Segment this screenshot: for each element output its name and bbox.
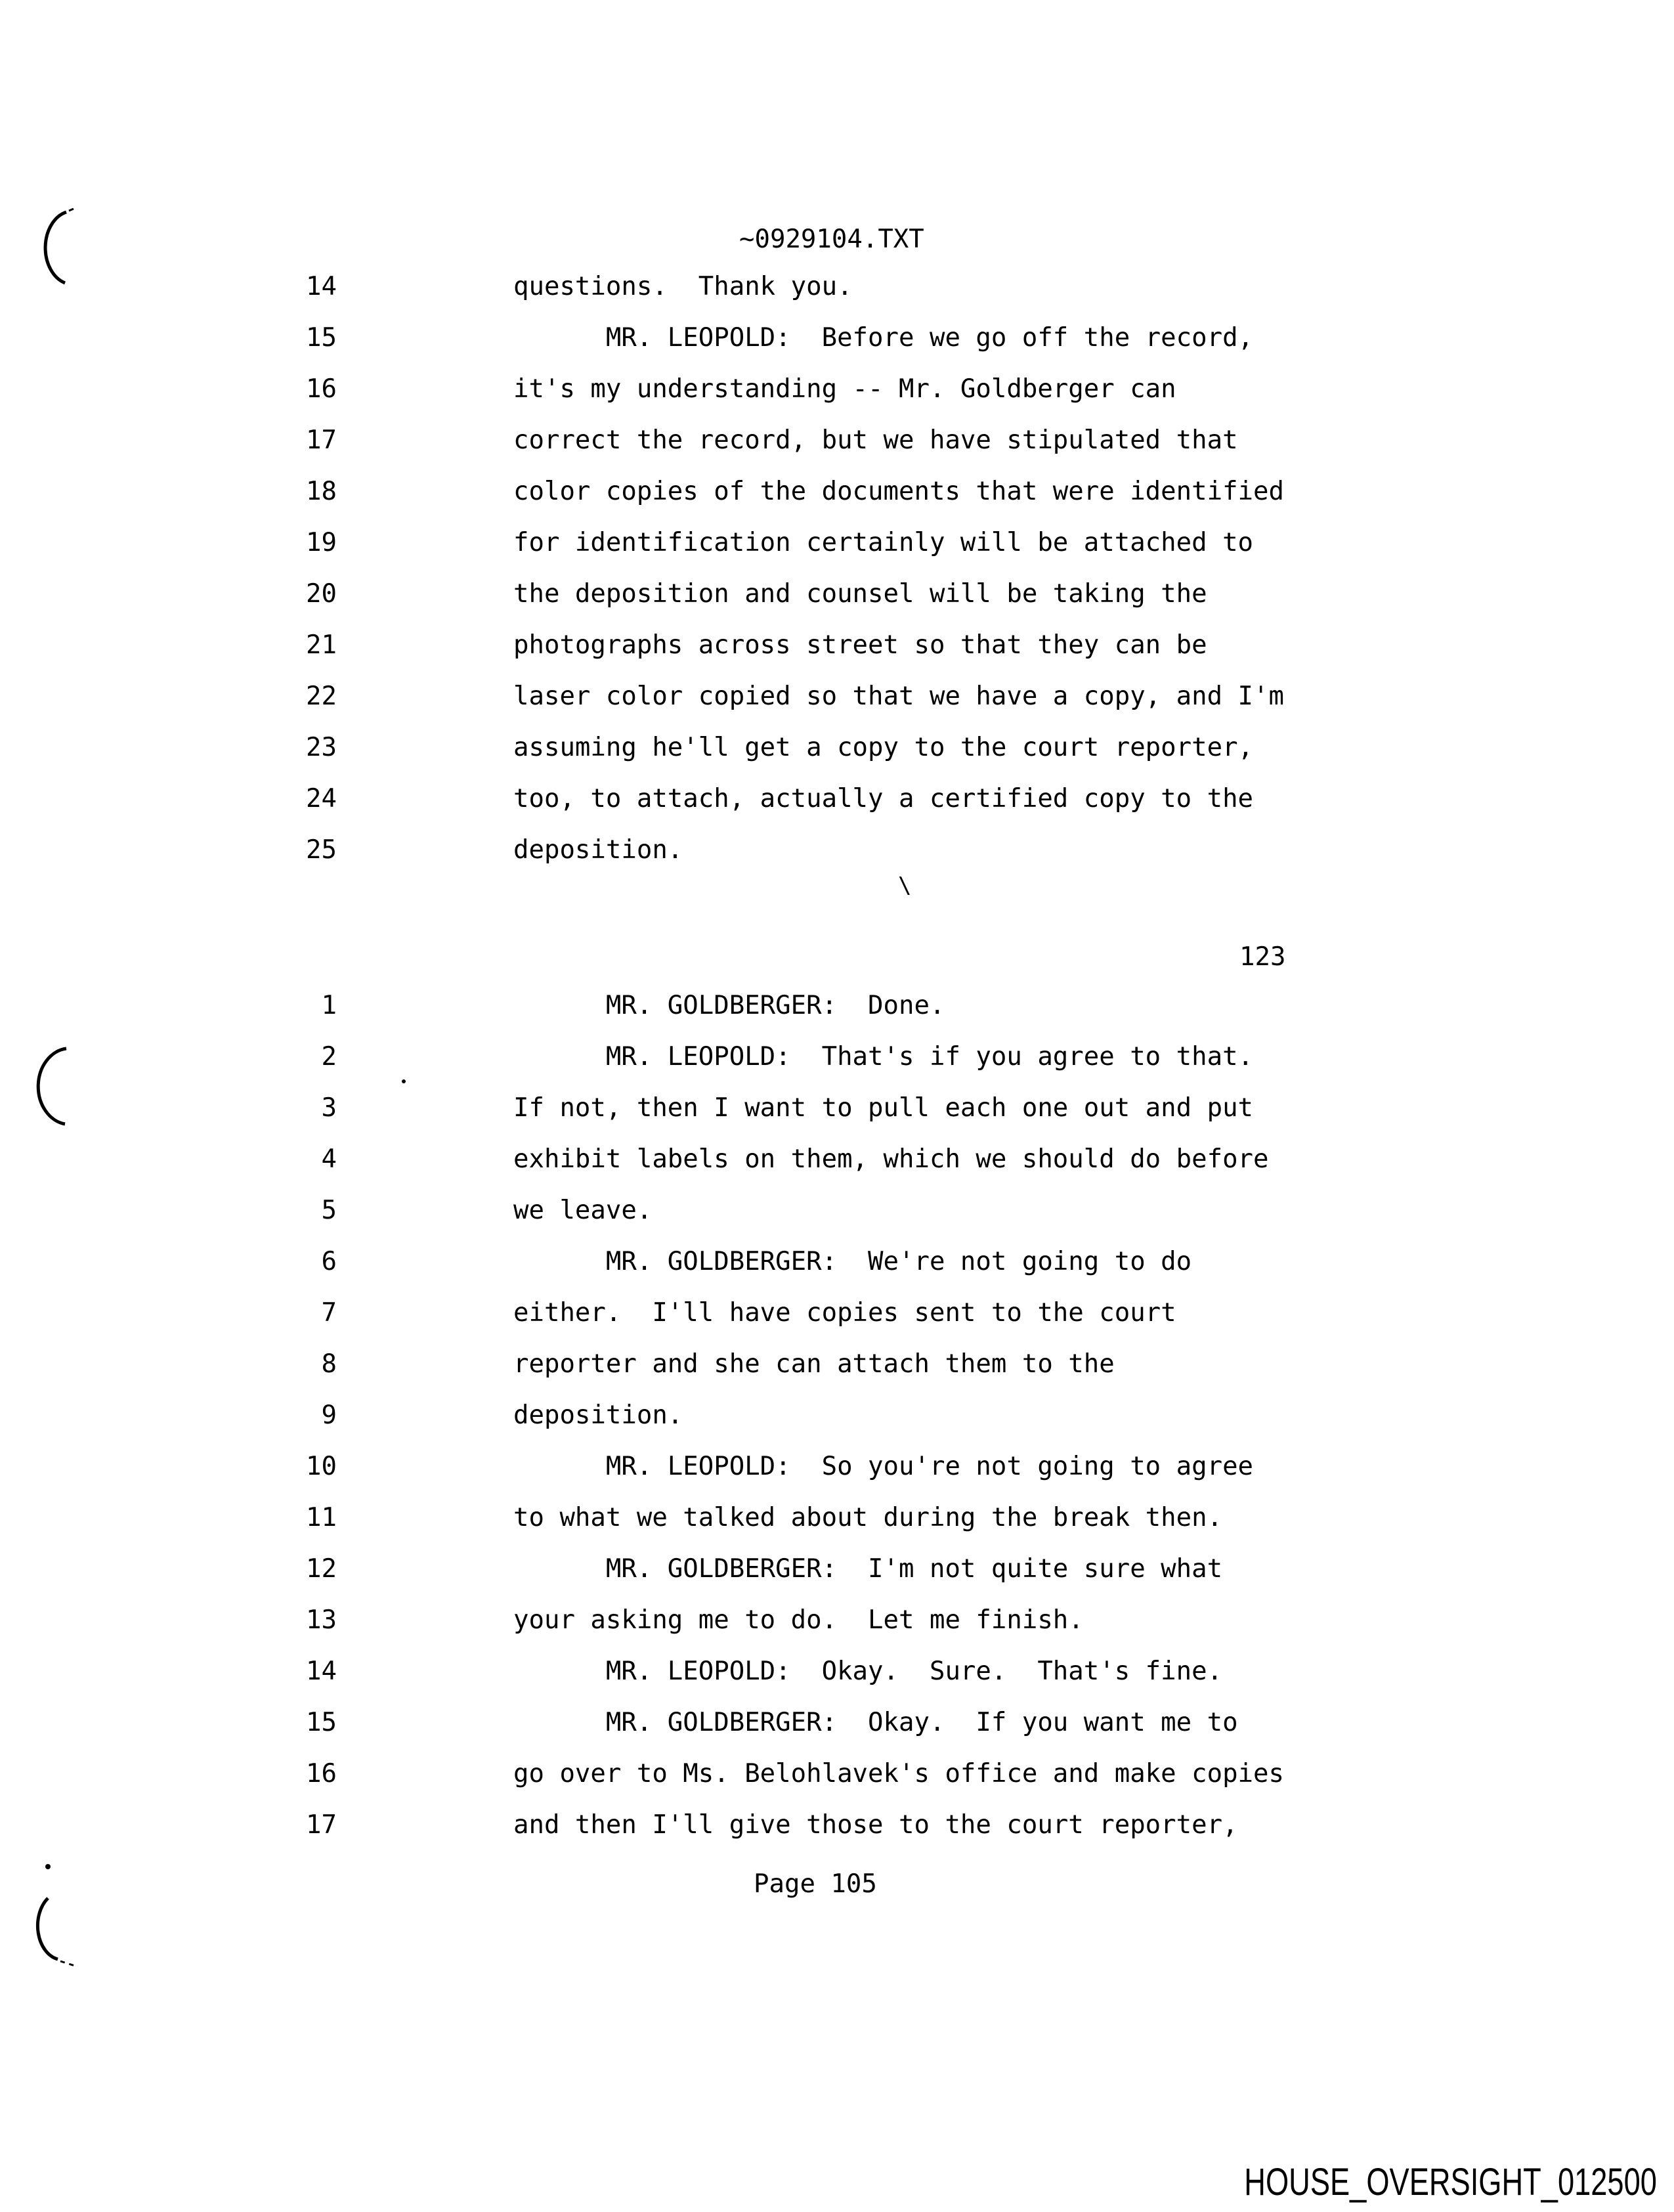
line-text: MR. LEOPOLD: So you're not going to agree <box>513 1452 1254 1481</box>
transcript-line <box>249 1441 1284 1492</box>
line-number: 16 <box>306 374 337 404</box>
line-text: If not, then I want to pull each one out and put <box>513 1093 1254 1123</box>
transcript-line <box>249 517 1284 569</box>
transcript-line <box>249 1492 1284 1544</box>
line-text: correct the record, but we have stipulated that <box>513 425 1238 455</box>
line-number: 20 <box>306 579 337 609</box>
transcript-line <box>249 1697 1284 1748</box>
line-number: 11 <box>306 1503 337 1532</box>
line-number: 5 <box>321 1196 337 1225</box>
line-number: 25 <box>306 835 337 865</box>
line-number: 3 <box>321 1093 337 1123</box>
line-number: 10 <box>306 1452 337 1481</box>
transcript-line <box>249 569 1284 620</box>
transcript-line <box>249 1339 1284 1390</box>
line-number: 15 <box>306 323 337 353</box>
line-number: 15 <box>306 1708 337 1737</box>
line-text: it's my understanding -- Mr. Goldberger can <box>513 374 1176 404</box>
line-number: 12 <box>306 1554 337 1584</box>
line-number: 8 <box>321 1349 337 1379</box>
transcript-line <box>249 722 1284 773</box>
line-text: questions. Thank you. <box>513 272 853 301</box>
line-text: MR. GOLDBERGER: Done. <box>513 991 945 1020</box>
line-number: 24 <box>306 784 337 813</box>
line-number: 22 <box>306 682 337 711</box>
line-number: 13 <box>306 1605 337 1635</box>
line-number: 17 <box>306 1810 337 1840</box>
transcript-line <box>249 466 1284 517</box>
line-text: deposition. <box>513 1400 683 1430</box>
punch-hole-arc-1 <box>45 212 66 283</box>
transcript-line <box>249 1185 1284 1236</box>
line-number: 21 <box>306 630 337 660</box>
line-number: 7 <box>321 1298 337 1328</box>
punch-hole-arc-2 <box>38 1049 66 1124</box>
transcript-line <box>249 1390 1284 1441</box>
line-number: 9 <box>321 1400 337 1430</box>
line-text: go over to Ms. Belohlavek's office and make copies <box>513 1759 1284 1789</box>
line-number: 19 <box>306 528 337 557</box>
line-number: 2 <box>321 1042 337 1072</box>
line-text: assuming he'll get a copy to the court reporter, <box>513 733 1254 762</box>
line-text: MR. GOLDBERGER: Okay. If you want me to <box>513 1708 1238 1737</box>
line-text: laser color copied so that we have a copy, and I'm <box>513 682 1284 711</box>
transcript-line <box>249 1800 1284 1851</box>
page-footer: Page 105 <box>754 1869 877 1899</box>
line-number: 17 <box>306 425 337 455</box>
line-text: reporter and she can attach them to the <box>513 1349 1115 1379</box>
transcript-line <box>249 1544 1284 1595</box>
transcript-line <box>249 261 1284 313</box>
line-number: 23 <box>306 733 337 762</box>
transcript-page-number: 123 <box>1239 942 1286 972</box>
line-text: exhibit labels on them, which we should do before <box>513 1144 1269 1174</box>
line-text: MR. GOLDBERGER: I'm not quite sure what <box>513 1554 1223 1584</box>
line-number: 1 <box>321 991 337 1020</box>
line-text: the deposition and counsel will be taking the <box>513 579 1207 609</box>
line-text: too, to attach, actually a certified copy to the <box>513 784 1254 813</box>
transcript-line <box>249 415 1284 466</box>
line-text: photographs across street so that they can be <box>513 630 1207 660</box>
transcript-line <box>249 671 1284 722</box>
transcript-line <box>249 1134 1284 1185</box>
ink-speck-1 <box>45 1864 51 1869</box>
line-number: 16 <box>306 1759 337 1789</box>
transcript-line <box>249 980 1284 1031</box>
transcript-line <box>249 1748 1284 1800</box>
transcript-line <box>249 825 1284 876</box>
transcript-lines-block-2 <box>249 980 1284 1851</box>
line-number: 4 <box>321 1144 337 1174</box>
bates-stamp: HOUSE_OVERSIGHT_012500 <box>1244 2161 1657 2203</box>
line-number: 14 <box>306 1657 337 1686</box>
line-text: MR. GOLDBERGER: We're not going to do <box>513 1247 1192 1276</box>
stray-mark: \ <box>898 873 912 899</box>
line-text: either. I'll have copies sent to the court <box>513 1298 1176 1328</box>
transcript-line <box>249 313 1284 364</box>
transcript-line <box>249 1236 1284 1288</box>
line-text: for identification certainly will be attached to <box>513 528 1254 557</box>
pen-tick-artifact <box>69 209 74 211</box>
punch-hole-arc-3-tail <box>60 1961 75 1966</box>
transcript-line <box>249 1031 1284 1083</box>
transcript-line <box>249 773 1284 825</box>
line-text: MR. LEOPOLD: Before we go off the record, <box>513 323 1254 353</box>
line-text: we leave. <box>513 1196 653 1225</box>
line-text: deposition. <box>513 835 683 865</box>
punch-hole-arc-3 <box>37 1898 58 1959</box>
filename-header: ~0929104.TXT <box>739 225 924 254</box>
transcript-line <box>249 364 1284 415</box>
line-number: 14 <box>306 272 337 301</box>
transcript-line <box>249 620 1284 671</box>
transcript-line <box>249 1595 1284 1646</box>
line-text: MR. LEOPOLD: That's if you agree to that. <box>513 1042 1254 1072</box>
line-number: 18 <box>306 477 337 506</box>
transcript-line <box>249 1288 1284 1339</box>
line-text: and then I'll give those to the court reporter, <box>513 1810 1238 1840</box>
line-number: 6 <box>321 1247 337 1276</box>
line-text: your asking me to do. Let me finish. <box>513 1605 1084 1635</box>
transcript-lines-block-1 <box>249 261 1284 876</box>
transcript-line <box>249 1646 1284 1697</box>
line-text: MR. LEOPOLD: Okay. Sure. That's fine. <box>513 1657 1223 1686</box>
line-text: color copies of the documents that were identified <box>513 477 1284 506</box>
line-text: to what we talked about during the break then. <box>513 1503 1223 1532</box>
transcript-line <box>249 1083 1284 1134</box>
